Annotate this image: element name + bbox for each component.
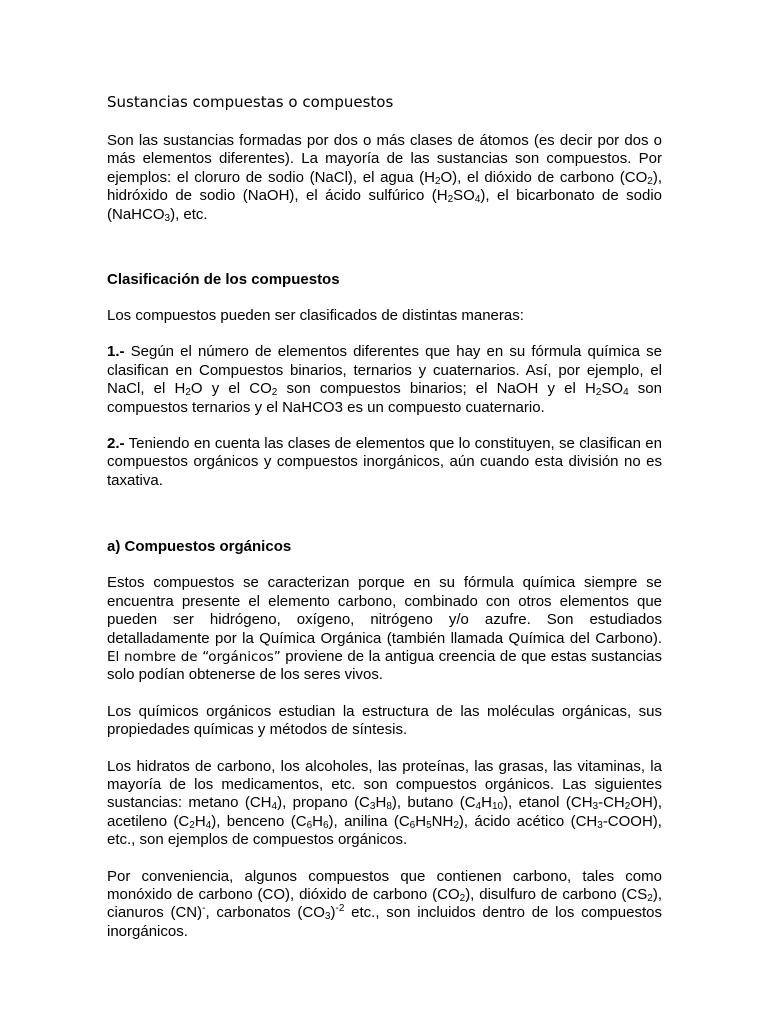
subscript: 2	[624, 801, 631, 813]
text-run: Teniendo en cuenta las clases de elementos que lo constituyen, se clasifican en compuestos orgánicos y compuestos inorgánicos, aún cuando esta división no es taxativa.	[107, 435, 662, 489]
text-run: son compuestos ternarios y el NaHCO3 es un compuesto cuaternario.	[107, 380, 662, 416]
spacer	[107, 289, 662, 307]
text-run: El nombre de “orgánicos”	[107, 648, 281, 665]
text-run: Estos compuestos se caracterizan porque en su fórmula química siempre se encuentra presente el elemento carbono, combinado con otros elementos que pueden ser hidrógeno, oxígeno, nitrógeno y/o azufre. Son estudiados detalladamente por la Química Orgánica (también llamada Química del Carbono).	[107, 574, 662, 647]
text-run: Por conveniencia, algunos compuestos que contienen carbono, tales como monóxido de carbono (CO), dióxido de carbono (CO	[107, 867, 662, 903]
text-run: ), cianuros (CN)	[107, 885, 662, 922]
subscript: 3	[164, 212, 171, 224]
classification-intro: Los compuestos pueden ser clasificados de distintas maneras:	[107, 307, 524, 325]
spacer	[107, 740, 662, 758]
text-run: ), disulfuro de carbono (CS	[465, 885, 648, 903]
text-run: ), ácido acético (CH	[458, 812, 598, 830]
subscript: 2	[647, 175, 653, 187]
organic-paragraph-1	[107, 574, 662, 684]
text-run: Según el número de elementos diferentes que hay en su fórmula química se clasifican en Compuestos binarios, ternarios y cuaternarios. Así, por ejemplo, el NaCl, el H	[107, 343, 662, 398]
organic-heading: a) Compuestos orgánicos	[107, 538, 292, 556]
item-number: 2.-	[107, 435, 125, 453]
subscript: 2	[647, 892, 653, 904]
subscript: 2	[271, 387, 278, 399]
spacer	[107, 325, 662, 343]
subscript: 2	[459, 892, 466, 904]
subscript: 5	[426, 819, 432, 831]
text-run: )	[330, 904, 336, 922]
subscript: 2	[453, 819, 459, 831]
subscript: 4	[623, 387, 629, 399]
subscript: 3	[592, 801, 599, 813]
text-run: ), hidróxido de sodio (NaOH), el ácido sulfúrico (H	[107, 168, 662, 205]
subscript: 2	[447, 194, 454, 206]
text-run: H	[415, 812, 427, 830]
superscript: -	[202, 903, 206, 915]
text-run: ), propano (C	[277, 794, 370, 812]
item-number: 1.-	[107, 343, 125, 361]
text-run: , carbonatos (CO	[205, 904, 325, 922]
subscript: 2	[189, 819, 195, 831]
spacer	[107, 490, 662, 537]
text-run: O y el CO	[190, 380, 272, 398]
text-run: ), etc.	[170, 205, 208, 223]
subscript: 4	[205, 819, 212, 831]
text-run: H	[375, 794, 387, 812]
subscript: 3	[597, 819, 603, 831]
text-run: son compuestos binarios; el NaOH y el H	[277, 380, 596, 398]
text-run: SO	[601, 380, 624, 398]
spacer	[107, 224, 662, 270]
text-run: ), el bicarbonato de sodio (NaHCO	[107, 187, 662, 223]
text-run: NH	[431, 812, 454, 830]
subscript: 6	[322, 819, 329, 831]
text-run: H	[194, 812, 206, 830]
classification-item-1	[107, 343, 662, 417]
text-run: ), anilina (C	[328, 812, 410, 830]
text-run: Los hidratos de carbono, los alcoholes, las proteínas, las grasas, las vitaminas, la mayoría de los medicamentos, etc. son compuestos orgánicos. Las siguientes sustancias: metano (CH	[107, 757, 662, 812]
subscript: 6	[409, 819, 416, 831]
intro-paragraph	[107, 132, 662, 224]
text-run: OH), acetileno (C	[107, 794, 662, 830]
text-run: H	[312, 812, 323, 830]
subscript: 2	[434, 175, 441, 187]
subscript: 2	[595, 387, 602, 399]
text-run: H	[481, 794, 492, 812]
subscript: 3	[324, 911, 331, 923]
spacer	[107, 685, 662, 703]
text-run: -CH	[598, 794, 625, 812]
text-run: ), benceno (C	[211, 812, 307, 830]
text-run: ), butano (C	[391, 794, 476, 812]
subscript: 2	[185, 387, 191, 399]
subscript: 8	[386, 801, 392, 813]
spacer	[107, 850, 662, 868]
classification-item-2	[107, 435, 662, 490]
spacer	[107, 417, 662, 435]
organic-paragraph-3	[107, 758, 662, 850]
text-run: etc., son incluidos dentro de los compuestos inorgánicos.	[107, 904, 662, 940]
text-run: ), etanol (CH	[503, 794, 593, 812]
subscript: 10	[491, 801, 504, 813]
text-run: -COOH), etc., son ejemplos de compuestos orgánicos.	[107, 812, 662, 849]
text-run: O), el dióxido de carbono (CO	[440, 168, 648, 186]
organic-paragraph-2: Los químicos orgánicos estudian la estructura de las moléculas orgánicas, sus propiedades químicas y métodos de síntesis.	[107, 702, 662, 739]
spacer	[107, 556, 662, 574]
subscript: 3	[369, 801, 376, 813]
text-run: SO	[453, 187, 475, 205]
superscript: -2	[335, 903, 345, 915]
text-run: proviene de la antigua creencia de que estas sustancias solo podían obtenerse de los seres vivos.	[107, 647, 663, 684]
document-title: Sustancias compuestas o compuestos	[107, 93, 394, 111]
classification-heading: Clasificación de los compuestos	[107, 271, 340, 289]
subscript: 4	[475, 801, 482, 813]
subscript: 4	[271, 801, 278, 813]
subscript: 4	[474, 194, 481, 206]
subscript: 6	[306, 819, 313, 831]
organic-paragraph-4	[107, 868, 662, 942]
text-run: Son las sustancias formadas por dos o más clases de átomos (es decir por dos o más elementos diferentes). La mayoría de las sustancias son compuestos. Por ejemplos: el cloruro de sodio (NaCl), el agua (H	[107, 132, 662, 186]
